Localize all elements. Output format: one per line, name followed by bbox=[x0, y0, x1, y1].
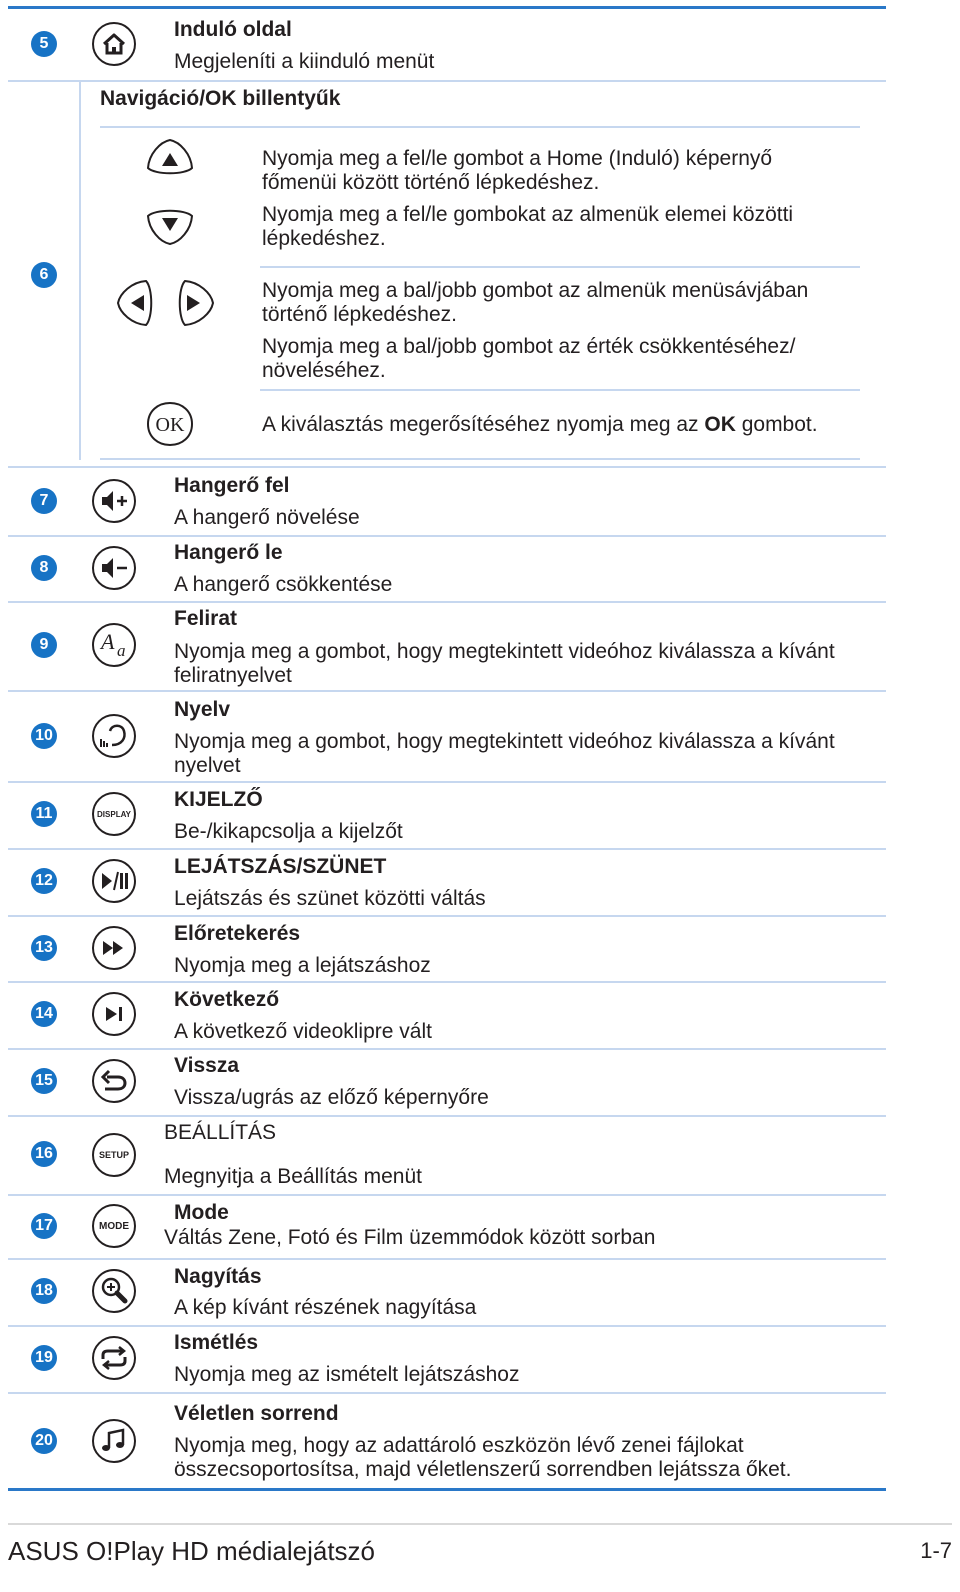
home-icon bbox=[90, 20, 138, 68]
ok-instruction bbox=[262, 413, 818, 437]
row-divider bbox=[8, 1258, 886, 1260]
row-divider bbox=[8, 981, 886, 983]
nav-text: főmenüi között történő lépkedéshez. bbox=[262, 171, 600, 194]
repeat-icon bbox=[90, 1334, 138, 1382]
number-badge: 18 bbox=[31, 1278, 57, 1304]
number-badge: 16 bbox=[31, 1141, 57, 1167]
row-description: Nyomja meg, hogy az adattároló eszközön lévő zenei fájlokat bbox=[174, 1434, 744, 1457]
nav-text: Nyomja meg a bal/jobb gombot az almenük menüsávjában bbox=[262, 279, 809, 302]
number-badge: 20 bbox=[31, 1428, 57, 1454]
nav-text: növeléséhez. bbox=[262, 359, 386, 382]
svg-text:A: A bbox=[101, 629, 115, 654]
row-title: Előretekerés bbox=[174, 922, 301, 945]
display-icon-label: DISPLAY bbox=[97, 810, 131, 819]
row-title: Nyelv bbox=[174, 698, 231, 721]
row-description: Nyomja meg a gombot, hogy megtekintett videóhoz kiválassza a kívánt bbox=[174, 640, 835, 663]
row-divider bbox=[8, 1048, 886, 1050]
row-description: A kép kívánt részének nagyítása bbox=[174, 1296, 477, 1319]
row-title: Következő bbox=[174, 988, 280, 1011]
footer-rule bbox=[8, 1523, 952, 1525]
arrow-right-icon bbox=[175, 278, 215, 328]
row-description: A hangerő csökkentése bbox=[174, 573, 393, 596]
ok-text-bold: OK bbox=[704, 413, 736, 436]
row-description: Nyomja meg a gombot, hogy megtekintett videóhoz kiválassza a kívánt bbox=[174, 730, 835, 753]
volume-down-icon bbox=[90, 544, 138, 592]
nav-text: Nyomja meg a fel/le gombokat az almenük elemei közötti bbox=[262, 203, 794, 226]
number-badge: 13 bbox=[31, 935, 57, 961]
row-description: feliratnyelvet bbox=[174, 664, 292, 687]
row-divider bbox=[8, 601, 886, 603]
zoom-icon bbox=[90, 1267, 138, 1315]
number-badge: 9 bbox=[31, 632, 57, 658]
row-divider bbox=[260, 266, 860, 268]
row-description: összecsoportosítsa, majd véletlenszerű sorrendben lejátssza őket. bbox=[174, 1458, 792, 1481]
row-description: Nyomja meg a lejátszáshoz bbox=[174, 954, 431, 977]
number-badge: 11 bbox=[31, 801, 57, 827]
row-divider bbox=[8, 915, 886, 917]
number-badge: 8 bbox=[31, 555, 57, 581]
number-badge: 14 bbox=[31, 1001, 57, 1027]
row-divider bbox=[100, 458, 860, 460]
number-badge: 12 bbox=[31, 868, 57, 894]
ok-icon-label: OK bbox=[155, 414, 185, 436]
display-button-icon bbox=[90, 790, 138, 838]
mode-icon-label: MODE bbox=[99, 1221, 129, 1232]
ok-text-post: gombot. bbox=[735, 413, 818, 436]
footer-product-name: ASUS O!Play HD médialejátszó bbox=[8, 1536, 376, 1566]
next-track-icon bbox=[90, 990, 138, 1038]
ok-text-pre: A kiválasztás megerősítéséhez nyomja meg az bbox=[262, 413, 705, 436]
row-divider bbox=[8, 1325, 886, 1327]
nav-text: Nyomja meg a fel/le gombot a Home (Induló) képernyő bbox=[262, 147, 773, 170]
number-badge: 10 bbox=[31, 723, 57, 749]
row-description: Nyomja meg az ismételt lejátszáshoz bbox=[174, 1363, 520, 1386]
subtitle-icon bbox=[90, 621, 138, 669]
row-divider bbox=[8, 535, 886, 537]
row-title: Véletlen sorrend bbox=[174, 1402, 339, 1425]
row-divider bbox=[8, 690, 886, 692]
music-note-icon bbox=[90, 1417, 138, 1465]
row-title: KIJELZŐ bbox=[174, 788, 263, 811]
row-description: Lejátszás és szünet közötti váltás bbox=[174, 887, 486, 910]
row-description: Váltás Zene, Fotó és Film üzemmódok között sorban bbox=[164, 1226, 656, 1249]
row-title: Vissza bbox=[174, 1054, 239, 1077]
setup-icon-label: SETUP bbox=[98, 1150, 130, 1160]
arrow-up-icon bbox=[145, 138, 195, 178]
row-divider bbox=[8, 1115, 886, 1117]
ok-button-icon bbox=[146, 401, 194, 447]
row-description: A hangerő növelése bbox=[174, 506, 360, 529]
row-description: A következő videoklipre vált bbox=[174, 1020, 432, 1043]
number-badge: 15 bbox=[31, 1068, 57, 1094]
row-divider bbox=[260, 389, 860, 391]
language-icon bbox=[90, 712, 138, 760]
setup-button-icon bbox=[90, 1131, 138, 1179]
row-description: Be-/kikapcsolja a kijelzőt bbox=[174, 820, 403, 843]
number-badge: 17 bbox=[31, 1213, 57, 1239]
volume-up-icon bbox=[90, 477, 138, 525]
row-description: Vissza/ugrás az előző képernyőre bbox=[174, 1086, 489, 1109]
arrow-left-icon bbox=[116, 278, 156, 328]
number-badge: 19 bbox=[31, 1345, 57, 1371]
row-description: nyelvet bbox=[174, 754, 241, 777]
number-badge: 5 bbox=[31, 31, 57, 57]
mode-button-icon bbox=[90, 1202, 138, 1250]
section-title: Navigáció/OK billentyűk bbox=[100, 87, 341, 110]
row-description: Megnyitja a Beállítás menüt bbox=[164, 1165, 422, 1188]
arrow-down-icon bbox=[145, 206, 195, 246]
fast-forward-icon bbox=[90, 924, 138, 972]
row-title: BEÁLLÍTÁS bbox=[164, 1121, 277, 1144]
nav-text: történő lépkedéshez. bbox=[262, 303, 457, 326]
row-divider bbox=[8, 466, 886, 468]
row-title: Ismétlés bbox=[174, 1331, 259, 1354]
back-icon bbox=[90, 1057, 138, 1105]
top-rule bbox=[8, 6, 886, 9]
row-divider bbox=[8, 848, 886, 850]
row-title: Induló oldal bbox=[174, 18, 292, 41]
row-divider bbox=[100, 126, 860, 128]
row-title: Hangerő le bbox=[174, 541, 283, 564]
row-title: Hangerő fel bbox=[174, 474, 290, 497]
nav-text: lépkedéshez. bbox=[262, 227, 386, 250]
row-title: Nagyítás bbox=[174, 1265, 262, 1288]
row-divider bbox=[8, 1194, 886, 1196]
svg-text:a: a bbox=[117, 641, 126, 660]
row-divider bbox=[8, 1392, 886, 1394]
column-divider bbox=[79, 82, 81, 460]
row-title: LEJÁTSZÁS/SZÜNET bbox=[174, 855, 387, 878]
row-divider bbox=[8, 781, 886, 783]
number-badge: 6 bbox=[31, 262, 57, 288]
footer-page-number: 1-7 bbox=[920, 1538, 952, 1563]
row-description: Megjeleníti a kiinduló menüt bbox=[174, 50, 435, 73]
row-title: Mode bbox=[174, 1201, 229, 1224]
number-badge: 7 bbox=[31, 488, 57, 514]
play-pause-icon bbox=[90, 857, 138, 905]
row-title: Felirat bbox=[174, 607, 238, 630]
row-divider bbox=[8, 80, 886, 82]
bottom-rule bbox=[8, 1488, 886, 1491]
nav-text: Nyomja meg a bal/jobb gombot az érték csökkentéséhez/ bbox=[262, 335, 796, 358]
